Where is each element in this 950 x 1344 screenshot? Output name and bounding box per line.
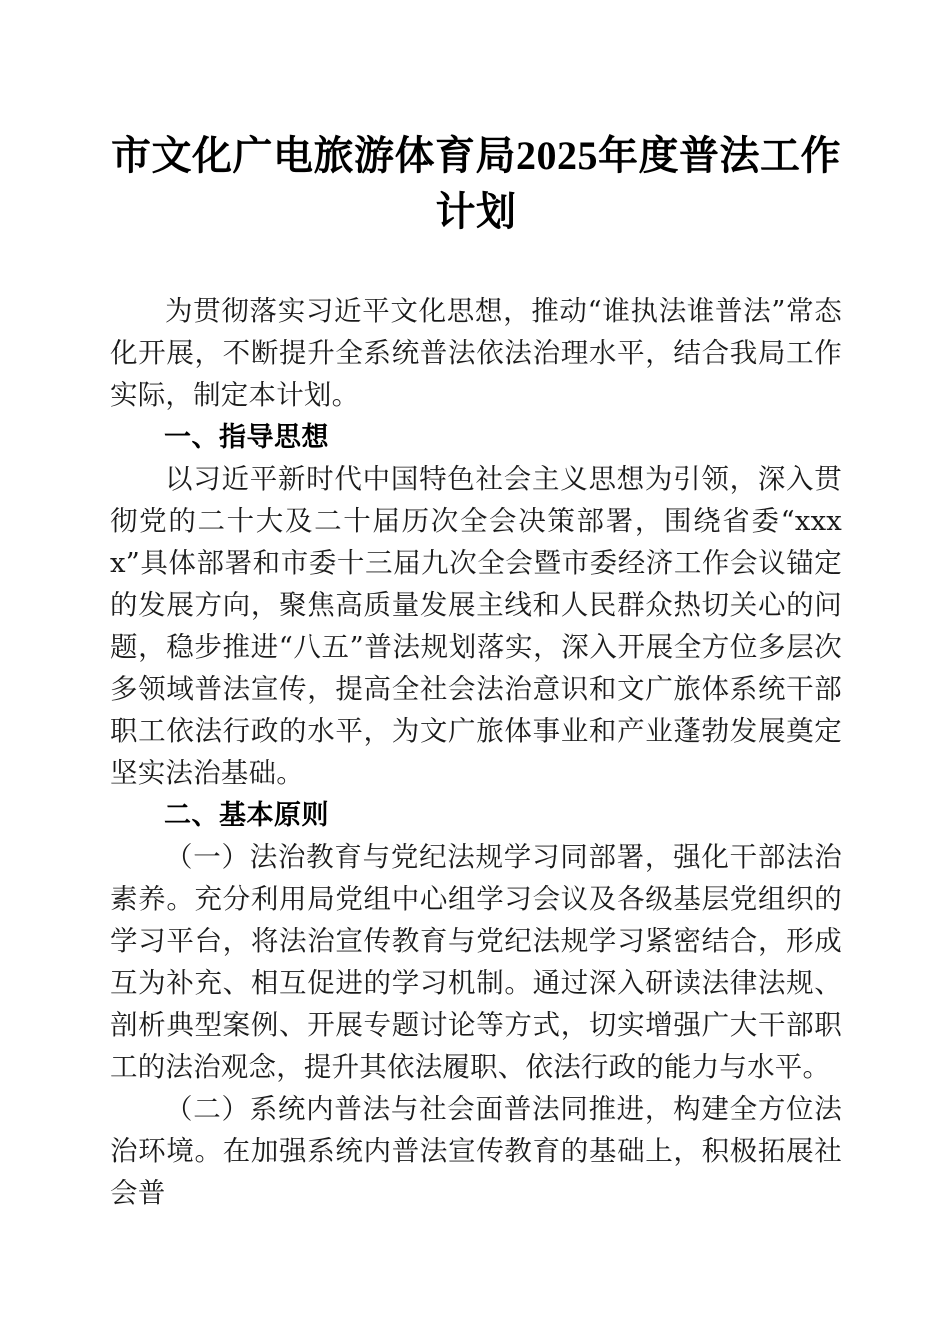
section-heading-2: 二、基本原则: [164, 800, 329, 830]
principle-one-paragraph: （一）法治教育与党纪法规学习同部署，强化干部法治素养。充分利用局党组中心组学习会议及各级基层党组织的学习平台，将法治宣传教育与党纪法规学习紧密结合，形成互为补充、相互促进的学习机制。通过深入研读法律法规、剖析典型案例、开展专题讨论等方式，切实增强广大干部职工的法治观念，提升其依法履职、依法行政的能力与水平。: [110, 841, 842, 1083]
page-title: 市文化广电旅游体育局2025年度普法工作计划: [111, 133, 841, 234]
guiding-ideology-paragraph: 以习近平新时代中国特色社会主义思想为引领，深入贯彻党的二十大及二十届历次全会决策部署，围绕省委“xxxx”具体部署和市委十三届九次全会暨市委经济工作会议锚定的发展方向，聚焦高质量发展主线和人民群众热切关心的问题，稳步推进“八五”普法规划落实，深入开展全方位多层次多领域普法宣传，提高全社会法治意识和文广旅体系统干部职工依法行政的水平，为文广旅体事业和产业蓬勃发展奠定坚实法治基础。: [110, 463, 842, 789]
document-content: [110, 0, 842, 1214]
intro-paragraph: 为贯彻落实习近平文化思想，推动“谁执法谁普法”常态化开展，不断提升全系统普法依法治理水平，结合我局工作实际，制定本计划。: [110, 295, 842, 411]
section-heading-1: 一、指导思想: [164, 422, 329, 452]
principle-two-paragraph: （二）系统内普法与社会面普法同推进，构建全方位法治环境。在加强系统内普法宣传教育的基础上，积极拓展社会普: [110, 1093, 842, 1209]
title-body-spacer: [110, 240, 842, 290]
